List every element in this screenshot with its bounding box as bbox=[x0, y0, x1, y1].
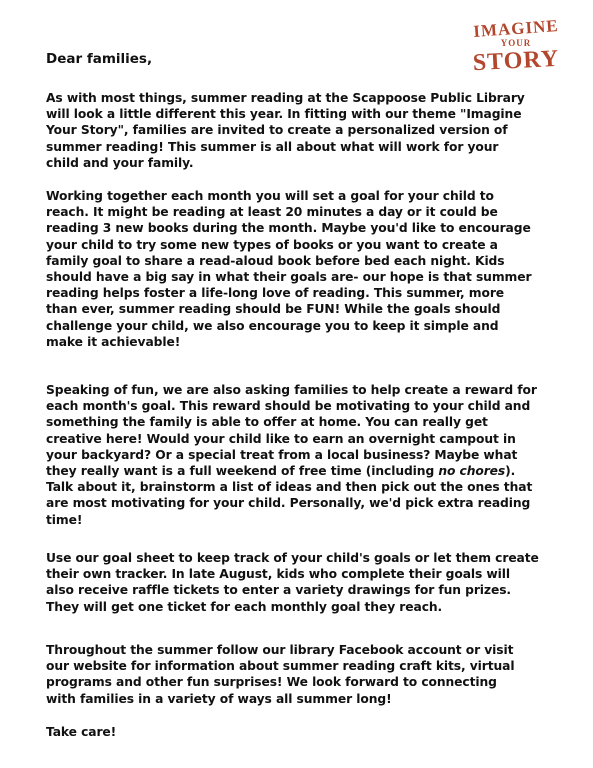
paragraph-intro bbox=[46, 90, 576, 171]
paragraph-line: your child to try some new types of books or you want to create a bbox=[46, 237, 498, 252]
paragraph-line-with-emphasis bbox=[46, 463, 576, 479]
paragraph-line-start: they really want is a full weekend of free time (including bbox=[46, 464, 439, 479]
paragraph-line: are most motivating for your child. Personally, we'd pick extra reading bbox=[46, 496, 531, 511]
paragraph-line: reading 3 new books during the month. Maybe you'd like to encourage bbox=[46, 221, 531, 236]
paragraph-line: also receive raffle tickets to enter a variety drawings for fun prizes. bbox=[46, 583, 511, 598]
imagine-your-story-logo bbox=[468, 16, 564, 80]
paragraph-goals bbox=[46, 188, 576, 350]
paragraph-rewards bbox=[46, 382, 576, 528]
paragraph-line-end: ). bbox=[505, 464, 516, 479]
paragraph-line: Use our goal sheet to keep track of your child's goals or let them create bbox=[46, 551, 539, 565]
paragraph-line: with families in a variety of ways all summer long! bbox=[46, 691, 392, 706]
paragraph-line: Talk about it, brainstorm a list of ideas and then pick out the ones that bbox=[46, 480, 533, 495]
paragraph-line: time! bbox=[46, 512, 83, 527]
paragraph-line: than ever, summer reading should be FUN! While the goals should bbox=[46, 302, 501, 317]
paragraph-line: should have a big say in what their goals are- our hope is that summer bbox=[46, 270, 532, 285]
logo-text-imagine: IMAGINE bbox=[472, 16, 560, 41]
emphasis-no-chores: no chores bbox=[438, 464, 506, 479]
letter-closing: Take care! bbox=[46, 725, 117, 739]
letter-greeting: Dear families, bbox=[46, 51, 153, 67]
paragraph-line: will look a little different this year. In fitting with our theme "Imagine bbox=[46, 107, 522, 122]
logo-text-story: STORY bbox=[472, 45, 560, 77]
paragraph-follow-us bbox=[46, 642, 576, 707]
paragraph-line: creative here! Would your child like to earn an overnight campout in bbox=[46, 431, 516, 446]
paragraph-line: They will get one ticket for each monthly goal they reach. bbox=[46, 599, 443, 614]
paragraph-line: our website for information about summer reading craft kits, virtual bbox=[46, 659, 515, 674]
paragraph-line: family goal to share a read-aloud book before bed each night. Kids bbox=[46, 253, 505, 268]
paragraph-line: make it achievable! bbox=[46, 334, 181, 349]
paragraph-line: reading helps foster a life-long love of reading. This summer, more bbox=[46, 286, 505, 301]
paragraph-line: child and your family. bbox=[46, 155, 194, 170]
paragraph-line: something the family is able to offer at home. You can really get bbox=[46, 415, 488, 430]
paragraph-goal-sheet bbox=[46, 550, 576, 615]
paragraph-line: reach. It might be reading at least 20 minutes a day or it could be bbox=[46, 205, 498, 220]
paragraph-line: Working together each month you will set a goal for your child to bbox=[46, 189, 494, 203]
paragraph-line: Your Story", families are invited to create a personalized version of bbox=[46, 123, 508, 138]
paragraph-line: Speaking of fun, we are also asking families to help create a reward for bbox=[46, 383, 537, 397]
paragraph-line: their own tracker. In late August, kids who complete their goals will bbox=[46, 567, 511, 582]
paragraph-line: each month's goal. This reward should be motivating to your child and bbox=[46, 399, 531, 414]
logo-text-your: YOUR bbox=[500, 38, 532, 48]
paragraph-line: challenge your child, we also encourage you to keep it simple and bbox=[46, 318, 499, 333]
paragraph-line: your backyard? Or a special treat from a local business? Maybe what bbox=[46, 447, 518, 462]
paragraph-line: summer reading! This summer is all about what will work for your bbox=[46, 139, 499, 154]
paragraph-line: programs and other fun surprises! We look forward to connecting bbox=[46, 675, 497, 690]
paragraph-line: As with most things, summer reading at the Scappoose Public Library bbox=[46, 91, 525, 105]
paragraph-line: Throughout the summer follow our library Facebook account or visit bbox=[46, 643, 514, 657]
